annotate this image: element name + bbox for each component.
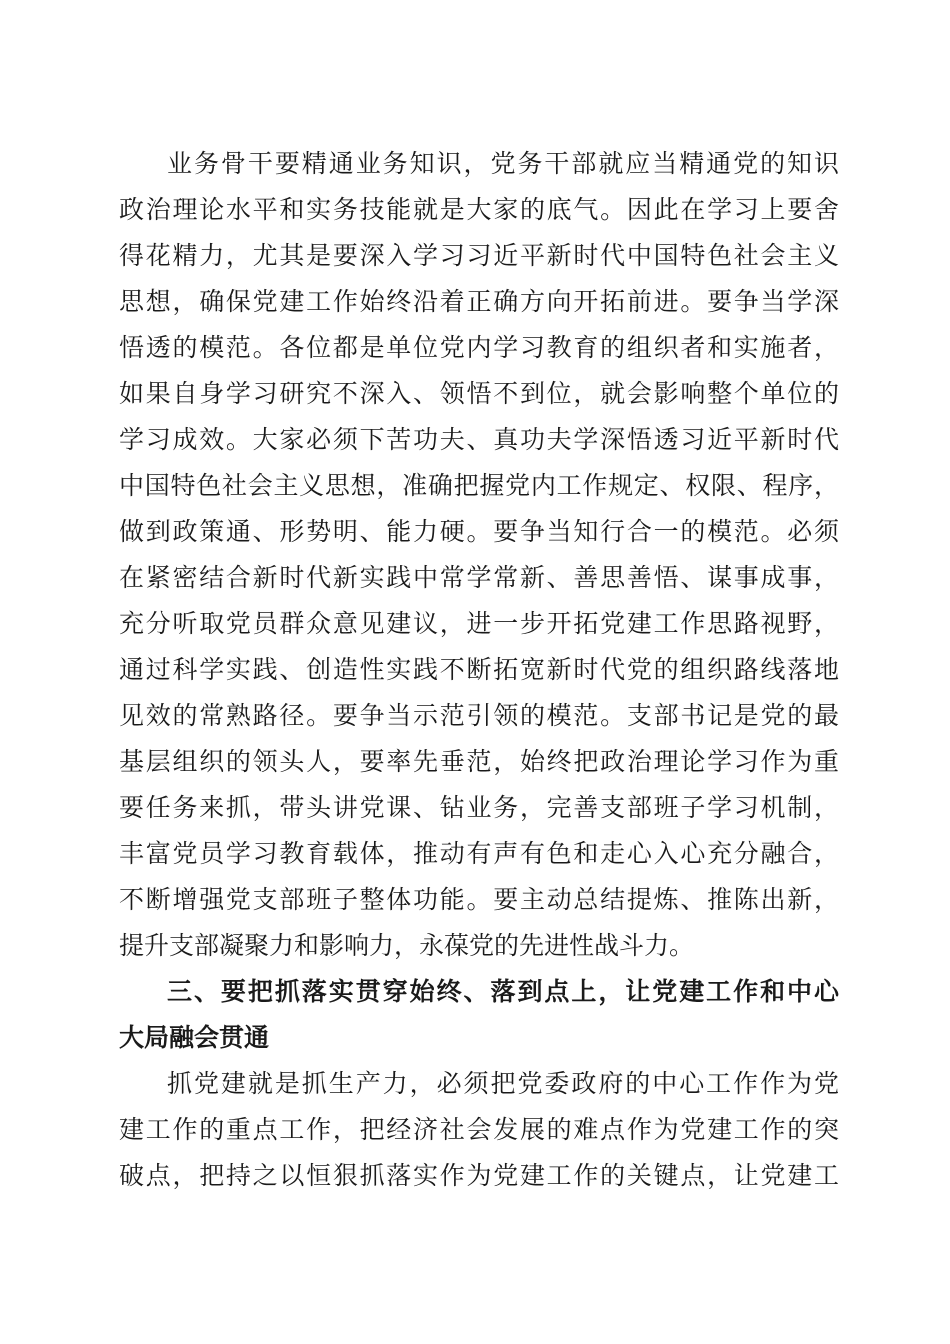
paragraph-2-line: 抓党建就是抓生产力，必须把党委政府的中心工作作为党 (167, 1069, 839, 1098)
paragraph-1-line: 在紧密结合新时代新实践中常学常新、善思善悟、谋事成事， (119, 563, 839, 592)
paragraph-1-line: 悟透的模范。各位都是单位党内学习教育的组织者和实施者， (119, 333, 839, 362)
paragraph-1-line: 中国特色社会主义思想，准确把握党内工作规定、权限、程序， (119, 471, 839, 500)
paragraph-1-line: 业务骨干要精通业务知识，党务干部就应当精通党的知识 (167, 149, 839, 178)
paragraph-1-line: 见效的常熟路径。要争当示范引领的模范。支部书记是党的最 (119, 701, 839, 730)
paragraph-1-line: 做到政策通、形势明、能力硬。要争当知行合一的模范。必须 (119, 517, 839, 546)
paragraph-2-line: 建工作的重点工作，把经济社会发展的难点作为党建工作的突 (119, 1115, 839, 1144)
paragraph-2-line: 破点，把持之以恒狠抓落实作为党建工作的关键点，让党建工 (119, 1161, 839, 1190)
paragraph-1-line: 不断增强党支部班子整体功能。要主动总结提炼、推陈出新， (119, 885, 839, 914)
paragraph-1-line: 充分听取党员群众意见建议，进一步开拓党建工作思路视野， (119, 609, 839, 638)
section-heading-3: 大局融会贯通 (119, 1023, 270, 1052)
paragraph-1-line: 通过科学实践、创造性实践不断拓宽新时代党的组织路线落地 (119, 655, 839, 684)
paragraph-1-line: 丰富党员学习教育载体，推动有声有色和走心入心充分融合， (119, 839, 839, 868)
paragraph-1-line: 得花精力，尤其是要深入学习习近平新时代中国特色社会主义 (119, 241, 839, 270)
section-heading-3: 三、要把抓落实贯穿始终、落到点上，让党建工作和中心 (167, 977, 839, 1006)
paragraph-1-line: 基层组织的领头人，要率先垂范，始终把政治理论学习作为重 (119, 747, 839, 776)
paragraph-1-line: 学习成效。大家必须下苦功夫、真功夫学深悟透习近平新时代 (119, 425, 839, 454)
paragraph-1-line: 提升支部凝聚力和影响力，永葆党的先进性战斗力。 (119, 931, 695, 960)
paragraph-1-line: 政治理论水平和实务技能就是大家的底气。因此在学习上要舍 (119, 195, 839, 224)
paragraph-1-line: 思想，确保党建工作始终沿着正确方向开拓前进。要争当学深 (119, 287, 839, 316)
paragraph-1-line: 如果自身学习研究不深入、领悟不到位，就会影响整个单位的 (119, 379, 839, 408)
paragraph-1-line: 要任务来抓，带头讲党课、钻业务，完善支部班子学习机制， (119, 793, 839, 822)
